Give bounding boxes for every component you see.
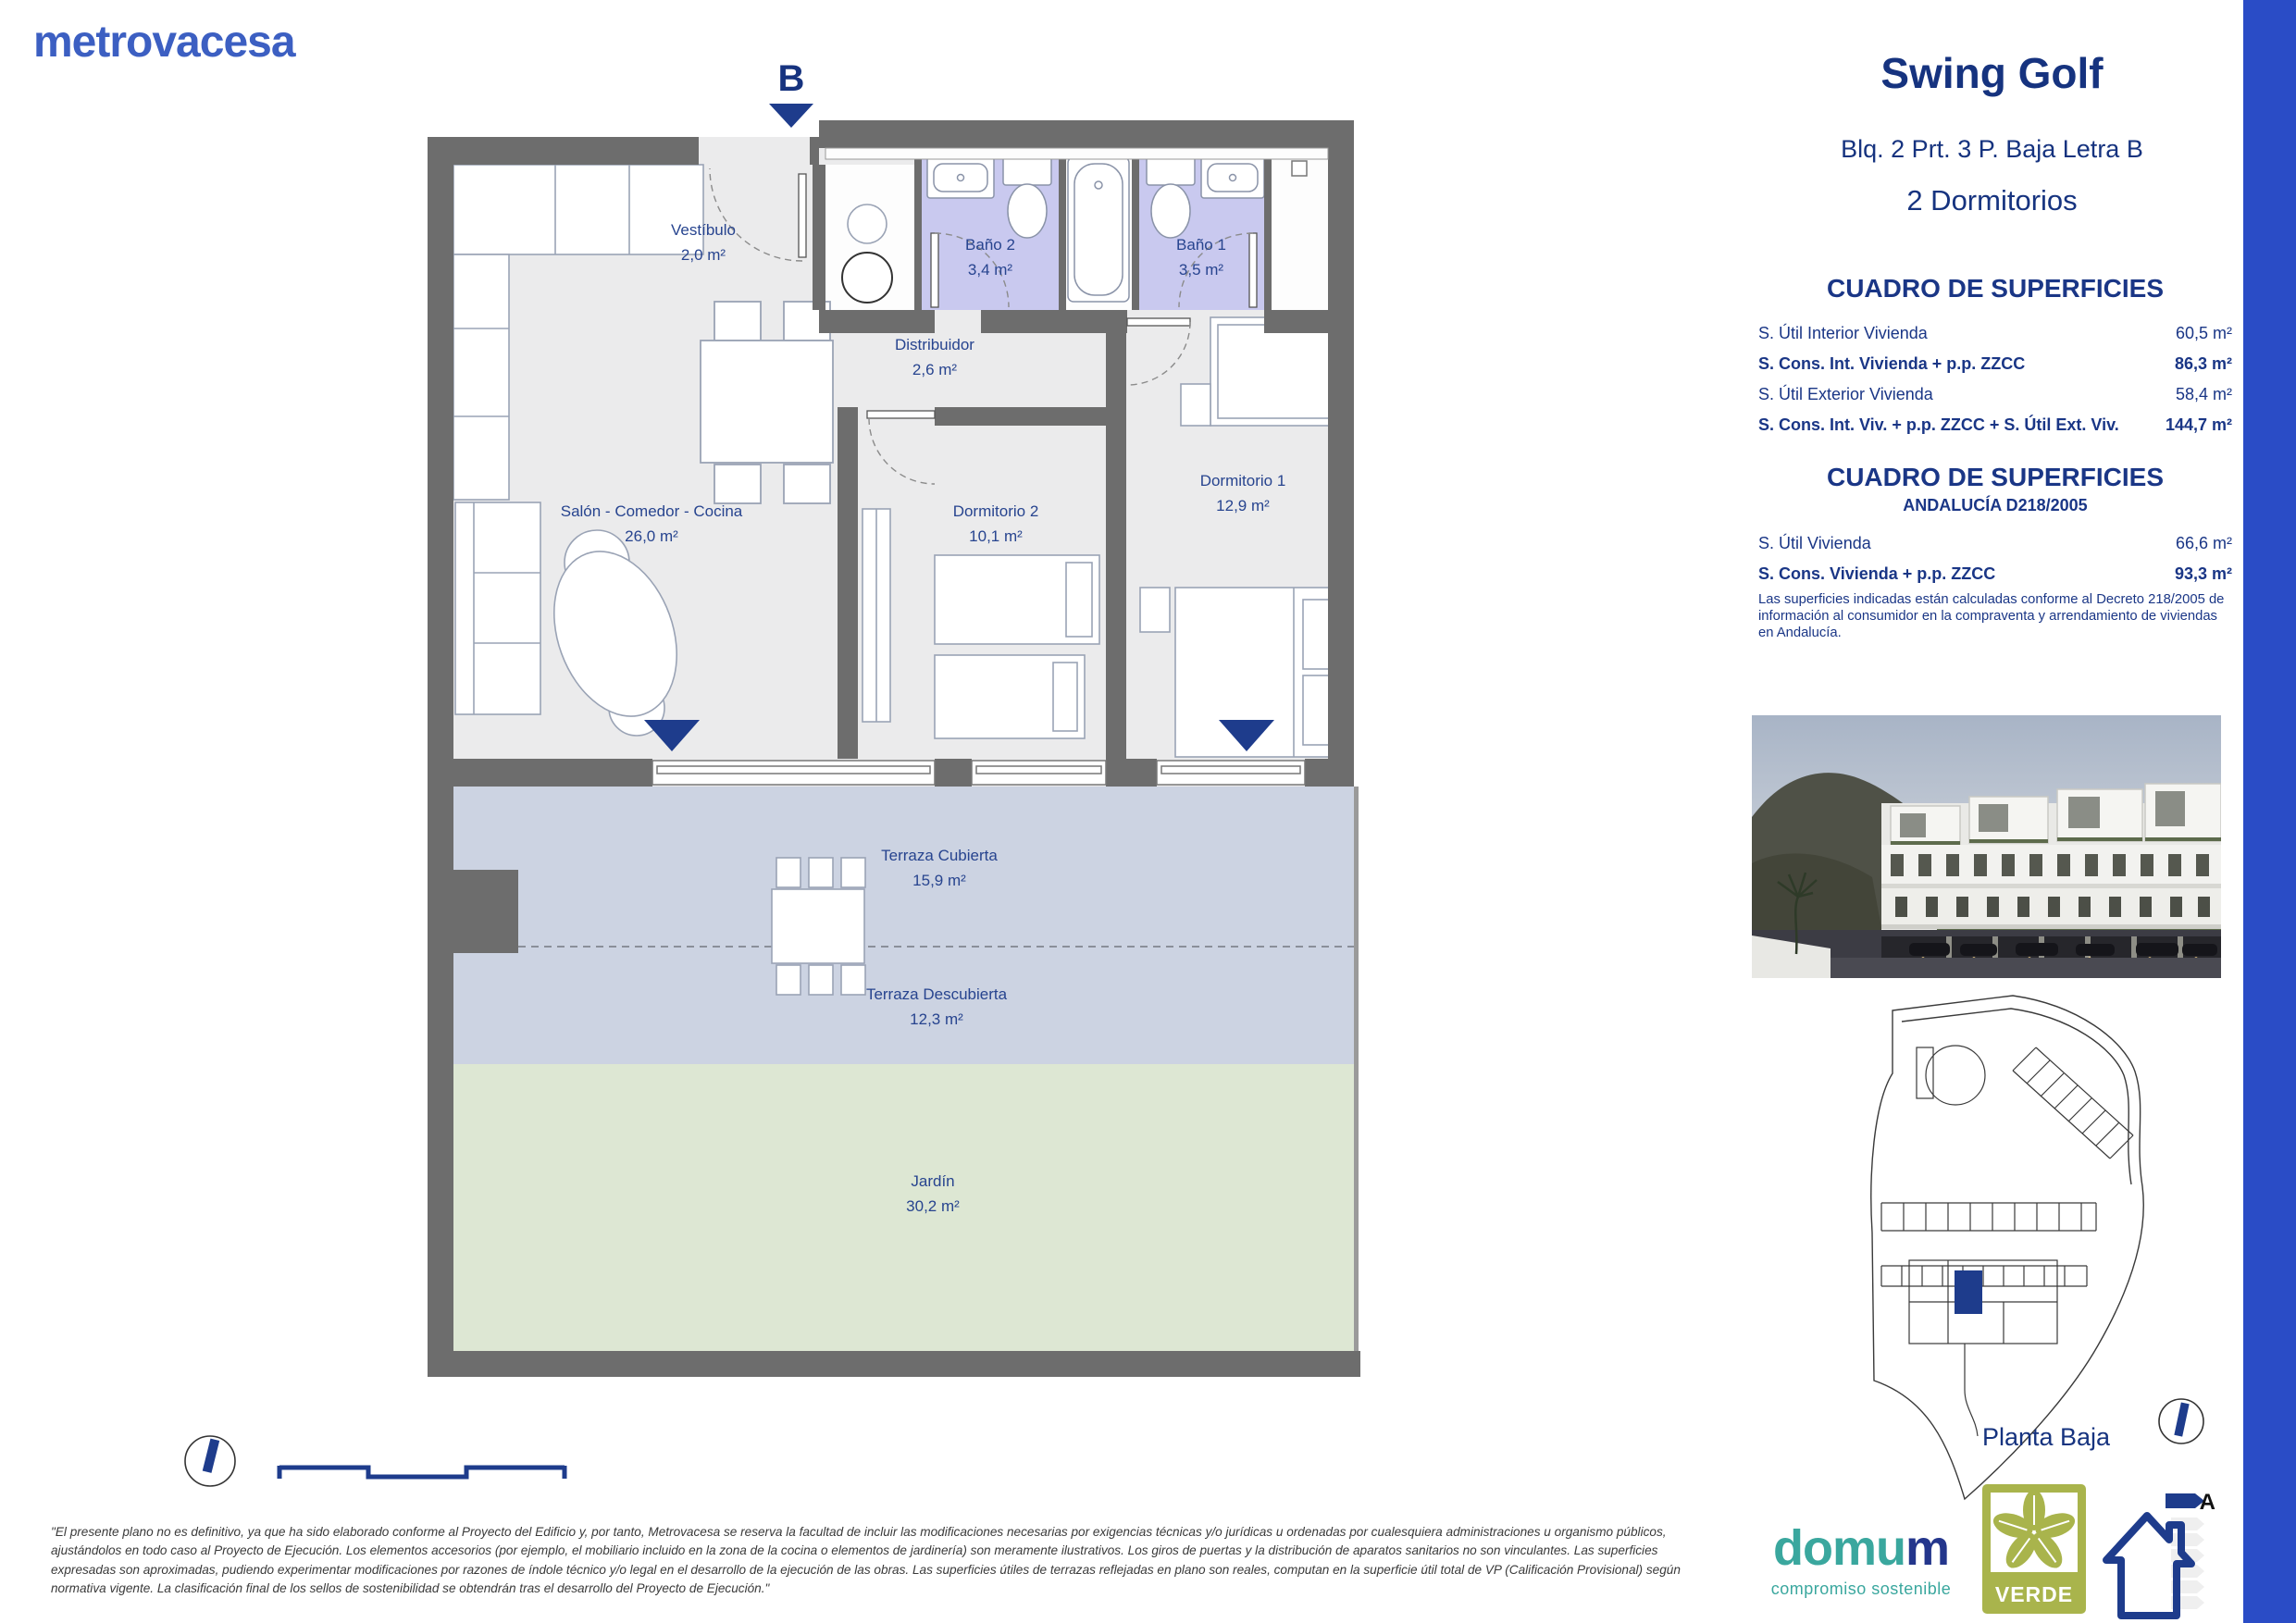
terraza-cubierta-area: 15,9 m² xyxy=(912,872,966,889)
bano1-area: 3,5 m² xyxy=(1178,261,1224,279)
terrace-table xyxy=(772,858,865,995)
vestibulo-area: 2,0 m² xyxy=(680,246,726,264)
row-value: 144,7 m² xyxy=(2165,415,2232,434)
entrance-arrow-icon xyxy=(769,104,813,128)
terraza-descubierta-area: 12,3 m² xyxy=(910,1010,963,1028)
table-row xyxy=(1758,379,2232,410)
surfaces-andalucia-table xyxy=(1758,463,2232,641)
row-label: S. Útil Vivienda xyxy=(1758,534,1871,552)
car xyxy=(2076,944,2115,956)
site-buildings xyxy=(1881,1046,2133,1436)
car xyxy=(1960,944,1997,956)
dorm1-label: Dormitorio 1 xyxy=(1199,472,1286,489)
row-label: S. Cons. Int. Viv. + p.p. ZZCC + S. Útil Ext. Viv. xyxy=(1758,415,2119,434)
jardin-label: Jardín xyxy=(911,1172,955,1190)
decreto-note: Las superficies indicadas están calculadas conforme al Decreto 218/2005 de información al consumidor en la compraventa y arrendamiento de viviendas en Andalucía. xyxy=(1758,592,2225,641)
dryer-icon xyxy=(842,253,892,303)
salon-area: 26,0 m² xyxy=(625,527,678,545)
bano2-label: Baño 2 xyxy=(965,236,1015,254)
energy-label: A xyxy=(2199,1490,2215,1515)
site-plan-caption: Planta Baja xyxy=(1981,1423,2111,1451)
vestibulo-label: Vestíbulo xyxy=(671,221,736,239)
row-value: 60,5 m² xyxy=(2175,324,2232,342)
table-row xyxy=(1758,528,2232,559)
table-row xyxy=(1758,559,2232,589)
floor-plan-drawing xyxy=(416,46,1397,1379)
row-label: S. Útil Interior Vivienda xyxy=(1758,324,1928,342)
surfaces-table-title: CUADRO DE SUPERFICIES xyxy=(1826,274,2165,303)
domum-logo-part2: m xyxy=(1905,1520,1949,1576)
legal-disclaimer: "El presente plano no es definitivo, ya que ha sido elaborado conforme al Proyecto del Edificio y, por tanto, Metrovacesa se reserva la facultad de incluir las modificaciones necesarias por exigencias técnicas y/o jurídicas u ordenadas por cualesquiera administraciones u organismo públicos, ajustándolos en todo caso al Proyecto de Ejecución. Los elementos accesorios (por ejemplo, el mobiliario incluido en la zona de la cocina o elementos de jardinería) son meramente ilustrativos. Los giros de puertas y la distribución de aparatos sanitarios no son vinculantes. Las superficies expresadas son aproximadas, pudiendo experimentar modificaciones por razones de índole técnico y/o legal en el desarrollo de la ejecución de las obras. Las superficies útiles de terrazas reflejadas en plano son reales, computan en la superficie útil total de VP (Calificación Provisional) según normativa vigente. La clasificación final de los sellos de sostenibilidad se obtendrán tras el desarrollo del Proyecto de Ejecución." xyxy=(51,1525,1681,1596)
row-value: 93,3 m² xyxy=(2174,564,2232,583)
bedroom-count: 2 Dormitorios xyxy=(1906,184,2078,217)
scale-bar xyxy=(276,1460,572,1486)
car xyxy=(1909,943,1950,956)
metrovacesa-logo: metrovacesa xyxy=(33,18,295,67)
unit-reference: Blq. 2 Prt. 3 P. Baja Letra B xyxy=(1841,135,2143,163)
bathtub xyxy=(1068,157,1129,302)
surfaces-andalucia-subtitle: ANDALUCÍA D218/2005 xyxy=(1903,496,2088,514)
washer-icon xyxy=(848,204,887,243)
row-label: S. Útil Exterior Vivienda xyxy=(1758,385,1933,403)
surfaces-table xyxy=(1758,274,2232,440)
page-title: Swing Golf xyxy=(1880,49,2104,97)
terraza-right-border xyxy=(1354,787,1359,1351)
row-value: 58,4 m² xyxy=(2175,385,2232,403)
compass-icon xyxy=(178,1428,242,1493)
terraza-cubierta-label: Terraza Cubierta xyxy=(881,847,998,864)
energy-rating-icon xyxy=(2091,1479,2216,1619)
terrace-windows xyxy=(652,761,1305,785)
row-label: S. Cons. Vivienda + p.p. ZZCC xyxy=(1758,564,1996,583)
domum-tagline: compromiso sostenible xyxy=(1770,1580,1952,1598)
bano2-area: 3,4 m² xyxy=(967,261,1013,279)
header-block xyxy=(1749,48,2235,217)
car xyxy=(2182,944,2217,956)
high-window-strip xyxy=(825,148,1328,159)
dorm2-label: Dormitorio 2 xyxy=(952,502,1039,520)
entrance-label: B xyxy=(777,58,805,99)
distribuidor-area: 2,6 m² xyxy=(912,361,958,378)
terraza-cubierta-floor xyxy=(453,787,1354,947)
compass-icon xyxy=(2159,1399,2203,1443)
house-outline-icon xyxy=(2106,1516,2191,1616)
highlighted-unit xyxy=(1955,1270,1982,1314)
terraza-descubierta-floor xyxy=(453,947,1354,1064)
surfaces-andalucia-title: CUADRO DE SUPERFICIES xyxy=(1826,463,2165,491)
car xyxy=(2016,943,2058,956)
parking-level xyxy=(1881,936,2221,960)
right-accent-bar xyxy=(2243,0,2296,1623)
jardin-floor xyxy=(453,1064,1354,1351)
table-row xyxy=(1758,318,2232,349)
verde-badge xyxy=(1982,1484,2086,1614)
domum-logo-part1: domu xyxy=(1773,1520,1905,1576)
site-plan-drawing xyxy=(1828,992,2235,1510)
building xyxy=(1881,784,2221,936)
bano1-label: Baño 1 xyxy=(1176,236,1226,254)
row-label: S. Cons. Int. Vivienda + p.p. ZZCC xyxy=(1758,354,2026,373)
building-photo xyxy=(1752,715,2221,978)
salon-label: Salón - Comedor - Cocina xyxy=(560,502,743,520)
distribuidor-label: Distribuidor xyxy=(895,336,974,353)
table-row xyxy=(1758,349,2232,379)
car xyxy=(2136,943,2178,956)
row-value: 66,6 m² xyxy=(2175,534,2232,552)
shower-drain xyxy=(1292,161,1307,176)
domum-logo xyxy=(1755,1520,1967,1598)
row-value: 86,3 m² xyxy=(2174,354,2232,373)
jardin-area: 30,2 m² xyxy=(906,1197,960,1215)
sofa xyxy=(455,502,540,714)
table-row xyxy=(1758,410,2232,440)
dorm2-area: 10,1 m² xyxy=(969,527,1023,545)
verde-label: VERDE xyxy=(1994,1582,2074,1606)
dorm1-area: 12,9 m² xyxy=(1216,497,1270,514)
terraza-descubierta-label: Terraza Descubierta xyxy=(865,985,1008,1003)
